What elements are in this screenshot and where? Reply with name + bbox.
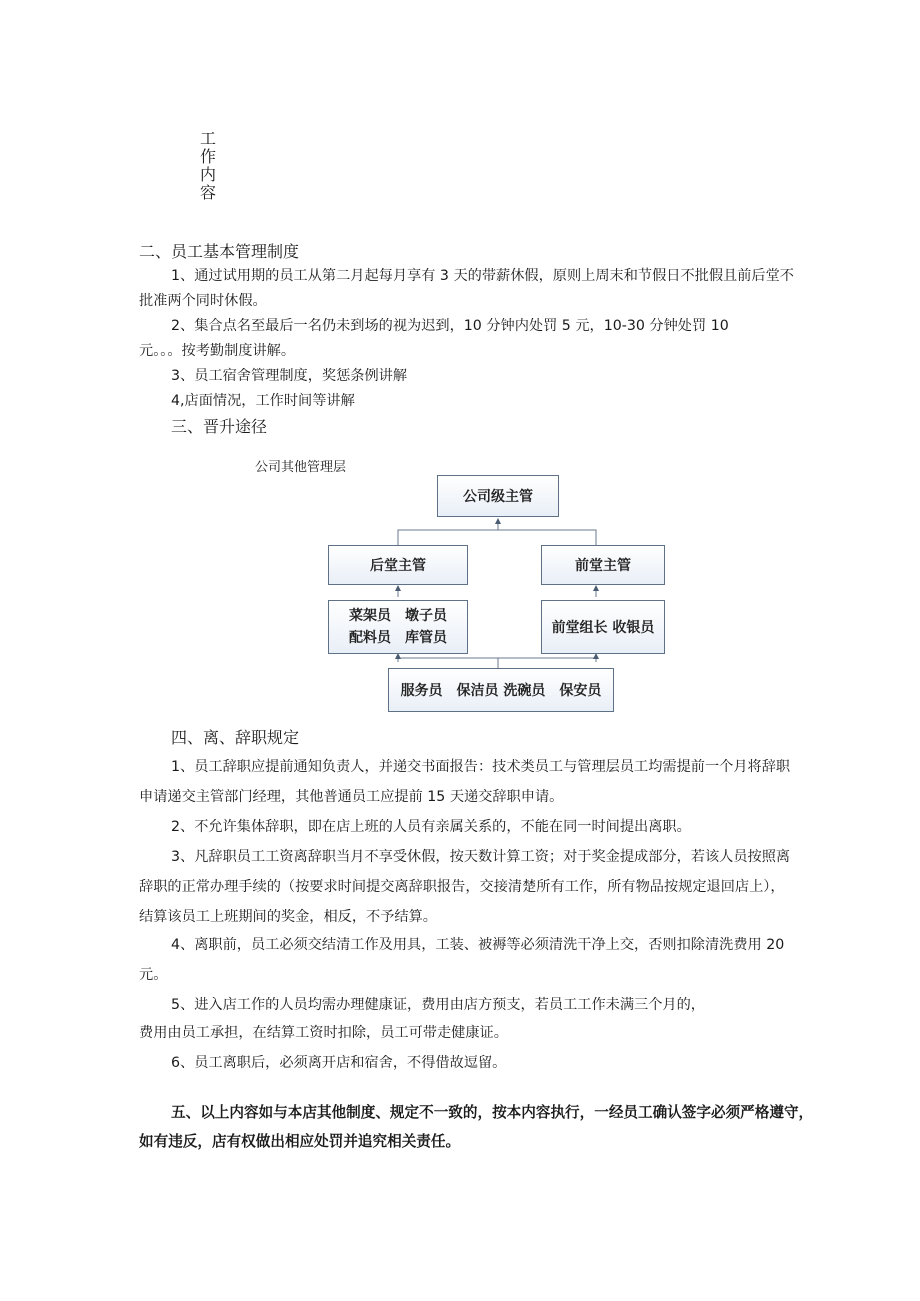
org-chart	[325, 470, 670, 715]
section4-p3-line3: 结算该员工上班期间的奖金，相反，不予结算。	[139, 909, 437, 925]
org-node-label: 公司级主管	[463, 489, 533, 505]
section2-p2-line1: 2、集合点名至最后一名仍未到场的视为迟到，10 分钟内处罚 5 元，10-30 分钟处罚 10	[171, 318, 729, 334]
section5-line1: 五、以上内容如与本店其他制度、规定不一致的，按本内容执行，一经员工确认签字必须严格遵守，	[171, 1104, 814, 1121]
section2-p3: 3、员工宿舍管理制度，奖惩条例讲解	[171, 368, 408, 384]
org-node-kitchen-staff	[328, 600, 468, 654]
org-node-label: 菜架员 墩子员	[349, 608, 447, 624]
org-node-label: 配料员 库管员	[349, 630, 447, 646]
org-node-service-staff	[388, 668, 614, 712]
section4-p1-line1: 1、员工辞职应提前通知负责人，并递交书面报告：技术类员工与管理层员工均需提前一个月将辞职	[171, 759, 791, 775]
work-content-char: 作	[199, 147, 216, 166]
org-node-label: 前堂组长 收银员	[551, 620, 655, 636]
section2-p2-line2: 元。。。按考勤制度讲解。	[139, 343, 296, 359]
section4-p4-line2: 元。	[139, 967, 168, 983]
work-content-char: 内	[199, 165, 216, 184]
org-node-back-hall-supervisor	[328, 545, 468, 585]
section3-title: 三、晋升途径	[171, 417, 268, 436]
section4-p2: 2、不允许集体辞职，即在店上班的人员有亲属关系的，不能在同一时间提出离职。	[171, 819, 691, 835]
section4-p5-line1: 5、进入店工作的人员均需办理健康证，费用由店方预支，若员工工作未满三个月的，	[171, 997, 705, 1013]
connector-bottom-split	[398, 658, 596, 660]
work-content-label	[198, 130, 218, 202]
section4-p3-line2: 辞职的正常办理手续的（按要求时间提交离辞职报告，交接清楚所有工作，所有物品按规定退回店上），	[139, 879, 785, 895]
section2-p1-line2: 批准两个同时休假。	[139, 293, 267, 309]
org-chart-caption: 公司其他管理层	[255, 460, 347, 475]
section2-title: 二、员工基本管理制度	[139, 242, 300, 261]
org-node-front-hall-supervisor	[541, 545, 665, 585]
org-node-label: 后堂主管	[370, 558, 426, 574]
section4-p4-line1: 4、离职前，员工必须交结清工作及用具，工装、被褥等必须清洗干净上交，否则扣除清洗费用 20	[171, 937, 785, 953]
section5-line2: 如有违反，店有权做出相应处罚并追究相关责任。	[139, 1133, 461, 1150]
connector-mid-left	[398, 530, 596, 545]
work-content-char: 工	[199, 129, 216, 148]
section2-p4: 4,店面情况，工作时间等讲解	[171, 393, 355, 409]
org-node-company-supervisor	[437, 475, 559, 517]
org-node-front-hall-staff	[541, 600, 665, 654]
org-node-label: 服务员 保洁员 洗碗员 保安员	[400, 683, 602, 699]
section2-p1-line1: 1、通过试用期的员工从第二月起每月享有 3 天的带薪休假，原则上周末和节假日不批假且前后堂不	[171, 268, 794, 284]
section4-p6: 6、员工离职后，必须离开店和宿舍，不得借故逗留。	[171, 1055, 507, 1071]
section4-title: 四、离、辞职规定	[171, 728, 300, 747]
section4-p1-line2: 申请递交主管部门经理，其他普通员工应提前 15 天递交辞职申请。	[139, 789, 564, 805]
work-content-char: 容	[199, 183, 216, 202]
section4-p5-line2: 费用由员工承担，在结算工资时扣除，员工可带走健康证。	[139, 1025, 508, 1041]
section4-p3-line1: 3、凡辞职员工工资离辞职当月不享受休假，按天数计算工资；对于奖金提成部分，若该人员按照离	[171, 849, 791, 865]
org-node-label: 前堂主管	[575, 558, 631, 574]
